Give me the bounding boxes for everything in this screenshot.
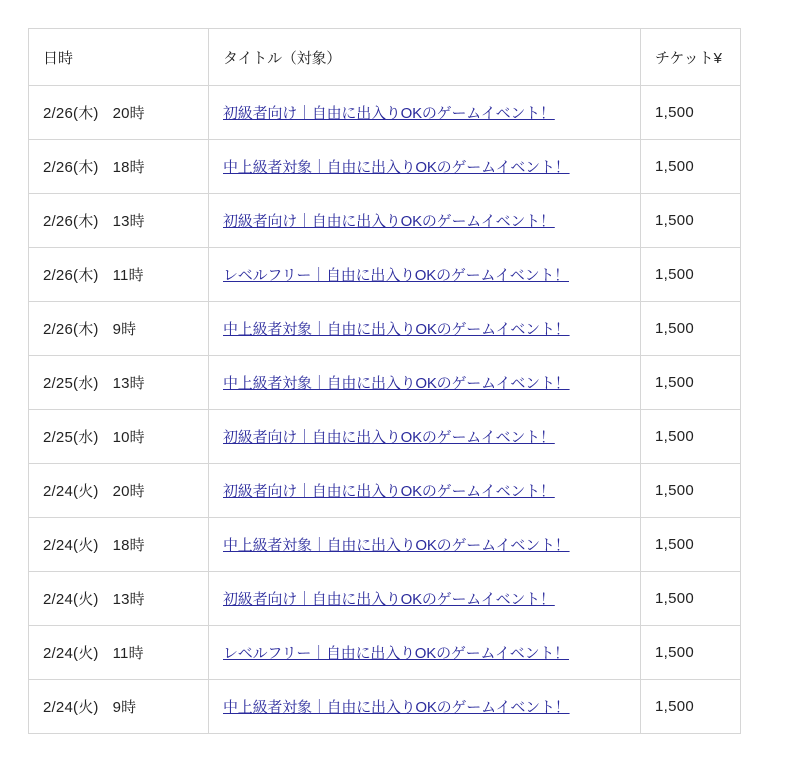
cell-price: 1,500: [641, 302, 741, 356]
cell-title: [209, 464, 641, 518]
event-date: 2/24(火): [43, 645, 99, 662]
event-title-link[interactable]: 中上級者対象｜自由に出入りOKのゲームイベント！: [223, 321, 570, 338]
table-header-row: [29, 29, 741, 86]
event-date: 2/26(木): [43, 321, 99, 338]
cell-title: [209, 518, 641, 572]
event-title-link[interactable]: 初級者向け｜自由に出入りOKのゲームイベント！: [223, 483, 555, 500]
event-time: 18時: [112, 159, 145, 176]
cell-title: [209, 86, 641, 140]
event-date: 2/24(火): [43, 537, 99, 554]
cell-date: [29, 356, 209, 410]
cell-price: 1,500: [641, 626, 741, 680]
cell-date: [29, 194, 209, 248]
event-title-link[interactable]: 中上級者対象｜自由に出入りOKのゲームイベント！: [223, 159, 570, 176]
column-header-date: 日時: [29, 29, 209, 86]
cell-date: [29, 140, 209, 194]
cell-price: 1,500: [641, 194, 741, 248]
event-date: 2/24(火): [43, 699, 99, 716]
event-time: 9時: [112, 699, 137, 716]
column-header-title: タイトル（対象）: [209, 29, 641, 86]
table-body: [29, 86, 741, 734]
event-time: 9時: [112, 321, 137, 338]
table-row: [29, 410, 741, 464]
cell-title: [209, 302, 641, 356]
cell-price: 1,500: [641, 140, 741, 194]
event-time: 11時: [112, 645, 144, 662]
cell-price: 1,500: [641, 464, 741, 518]
cell-date: [29, 410, 209, 464]
cell-price: 1,500: [641, 680, 741, 734]
event-time: 10時: [112, 429, 145, 446]
event-time: 20時: [112, 483, 145, 500]
cell-date: [29, 572, 209, 626]
event-time: 20時: [112, 105, 145, 122]
table-row: [29, 248, 741, 302]
table-header: [29, 29, 741, 86]
cell-price: 1,500: [641, 410, 741, 464]
table-row: [29, 464, 741, 518]
event-title-link[interactable]: レベルフリー｜自由に出入りOKのゲームイベント！: [223, 267, 569, 284]
column-header-price: チケット¥: [641, 29, 741, 86]
event-time: 13時: [112, 375, 145, 392]
event-time: 13時: [112, 213, 145, 230]
cell-title: [209, 410, 641, 464]
event-title-link[interactable]: 中上級者対象｜自由に出入りOKのゲームイベント！: [223, 537, 570, 554]
cell-title: [209, 680, 641, 734]
event-time: 11時: [112, 267, 144, 284]
table-row: [29, 194, 741, 248]
event-time: 13時: [112, 591, 145, 608]
event-date: 2/26(木): [43, 267, 99, 284]
cell-title: [209, 572, 641, 626]
cell-title: [209, 140, 641, 194]
cell-date: [29, 248, 209, 302]
table-row: [29, 86, 741, 140]
event-title-link[interactable]: 中上級者対象｜自由に出入りOKのゲームイベント！: [223, 375, 570, 392]
cell-date: [29, 680, 209, 734]
cell-price: 1,500: [641, 518, 741, 572]
cell-price: 1,500: [641, 572, 741, 626]
table-row: [29, 518, 741, 572]
cell-title: [209, 248, 641, 302]
table-row: [29, 572, 741, 626]
event-date: 2/26(木): [43, 159, 99, 176]
cell-title: [209, 194, 641, 248]
event-date: 2/25(水): [43, 429, 99, 446]
cell-date: [29, 86, 209, 140]
cell-price: 1,500: [641, 356, 741, 410]
event-title-link[interactable]: 初級者向け｜自由に出入りOKのゲームイベント！: [223, 213, 555, 230]
cell-title: [209, 626, 641, 680]
table-row: [29, 302, 741, 356]
cell-title: [209, 356, 641, 410]
event-title-link[interactable]: レベルフリー｜自由に出入りOKのゲームイベント！: [223, 645, 569, 662]
event-title-link[interactable]: 初級者向け｜自由に出入りOKのゲームイベント！: [223, 105, 555, 122]
event-time: 18時: [112, 537, 145, 554]
cell-price: 1,500: [641, 86, 741, 140]
cell-date: [29, 518, 209, 572]
cell-date: [29, 626, 209, 680]
table-row: [29, 626, 741, 680]
event-date: 2/24(火): [43, 483, 99, 500]
table-row: [29, 680, 741, 734]
table-row: [29, 140, 741, 194]
event-title-link[interactable]: 中上級者対象｜自由に出入りOKのゲームイベント！: [223, 699, 570, 716]
table-row: [29, 356, 741, 410]
event-date: 2/24(火): [43, 591, 99, 608]
event-date: 2/25(水): [43, 375, 99, 392]
event-date: 2/26(木): [43, 213, 99, 230]
event-date: 2/26(木): [43, 105, 99, 122]
cell-date: [29, 302, 209, 356]
event-title-link[interactable]: 初級者向け｜自由に出入りOKのゲームイベント！: [223, 429, 555, 446]
cell-date: [29, 464, 209, 518]
cell-price: 1,500: [641, 248, 741, 302]
event-schedule-table: [28, 28, 741, 734]
event-title-link[interactable]: 初級者向け｜自由に出入りOKのゲームイベント！: [223, 591, 555, 608]
